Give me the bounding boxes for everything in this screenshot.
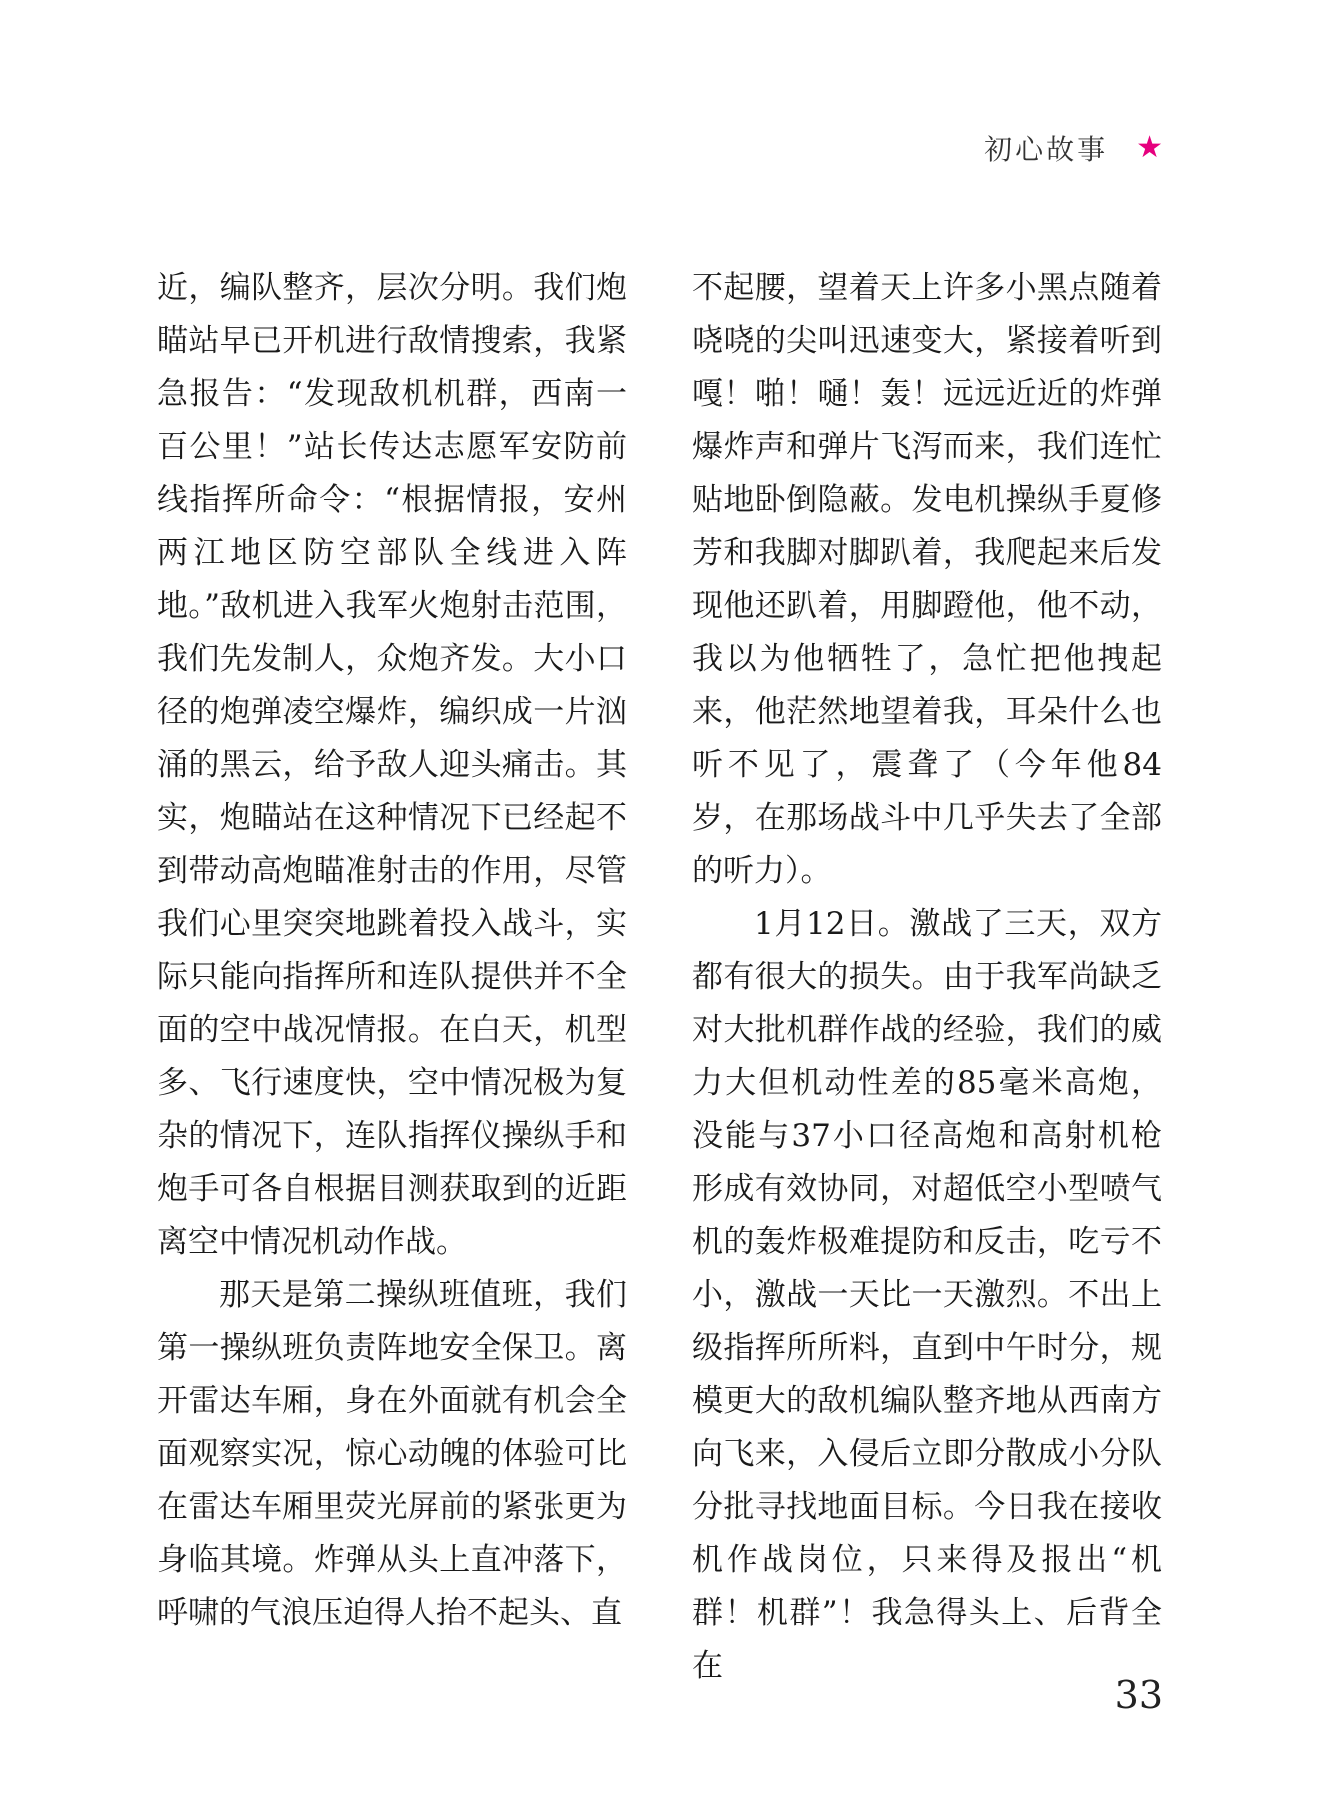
section-title: 初心故事 <box>984 133 1109 166</box>
right-column <box>692 262 1162 1693</box>
paragraph: 不起腰，望着天上许多小黑点随着哓哓的尖叫迅速变大，紧接着听到嘎！啪！嗵！轰！远远近近的炸弹爆炸声和弹片飞泻而来，我们连忙贴地卧倒隐蔽。发电机操纵手夏修芳和我脚对脚趴着，我爬起来后发现他还趴着，用脚蹬他，他不动，我以为他牺牲了，急忙把他拽起来，他茫然地望着我，耳朵什么也听不见了，震聋了（今年他84岁，在那场战斗中几乎失去了全部的听力）。 <box>692 270 1162 889</box>
star-icon: ★ <box>1136 130 1163 165</box>
left-column <box>157 262 627 1640</box>
page-header <box>984 128 1163 168</box>
page-number: 33 <box>1114 1673 1163 1717</box>
paragraph: 那天是第二操纵班值班，我们第一操纵班负责阵地安全保卫。离开雷达车厢，身在外面就有机会全面观察实况，惊心动魄的体验可比在雷达车厢里荧光屏前的紧张更为身临其境。炸弹从头上直冲落下，呼啸的气浪压迫得人抬不起头、直 <box>157 1277 627 1631</box>
paragraph: 近，编队整齐，层次分明。我们炮瞄站早已开机进行敌情搜索，我紧急报告：“发现敌机机群，西南一百公里！”站长传达志愿军安防前线指挥所命令：“根据情报，安州两江地区防空部队全线进入阵地。”敌机进入我军火炮射击范围，我们先发制人，众炮齐发。大小口径的炮弹凌空爆炸，编织成一片汹涌的黑云，给予敌人迎头痛击。其实，炮瞄站在这种情况下已经起不到带动高炮瞄准射击的作用，尽管我们心里突突地跳着投入战斗，实际只能向指挥所和连队提供并不全面的空中战况情报。在白天，机型多、飞行速度快，空中情况极为复杂的情况下，连队指挥仪操纵手和炮手可各自根据目测获取到的近距离空中情况机动作战。 <box>157 270 627 1260</box>
paragraph: 1月12日。激战了三天，双方都有很大的损失。由于我军尚缺乏对大批机群作战的经验，我们的威力大但机动性差的85毫米高炮，没能与37小口径高炮和高射机枪形成有效协同，对超低空小型喷气机的轰炸极难提防和反击，吃亏不小，激战一天比一天激烈。不出上级指挥所所料，直到中午时分，规模更大的敌机编队整齐地从西南方向飞来，入侵后立即分散成小分队分批寻找地面目标。今日我在接收机作战岗位，只来得及报出“机群！机群”！我急得头上、后背全在 <box>692 906 1162 1684</box>
